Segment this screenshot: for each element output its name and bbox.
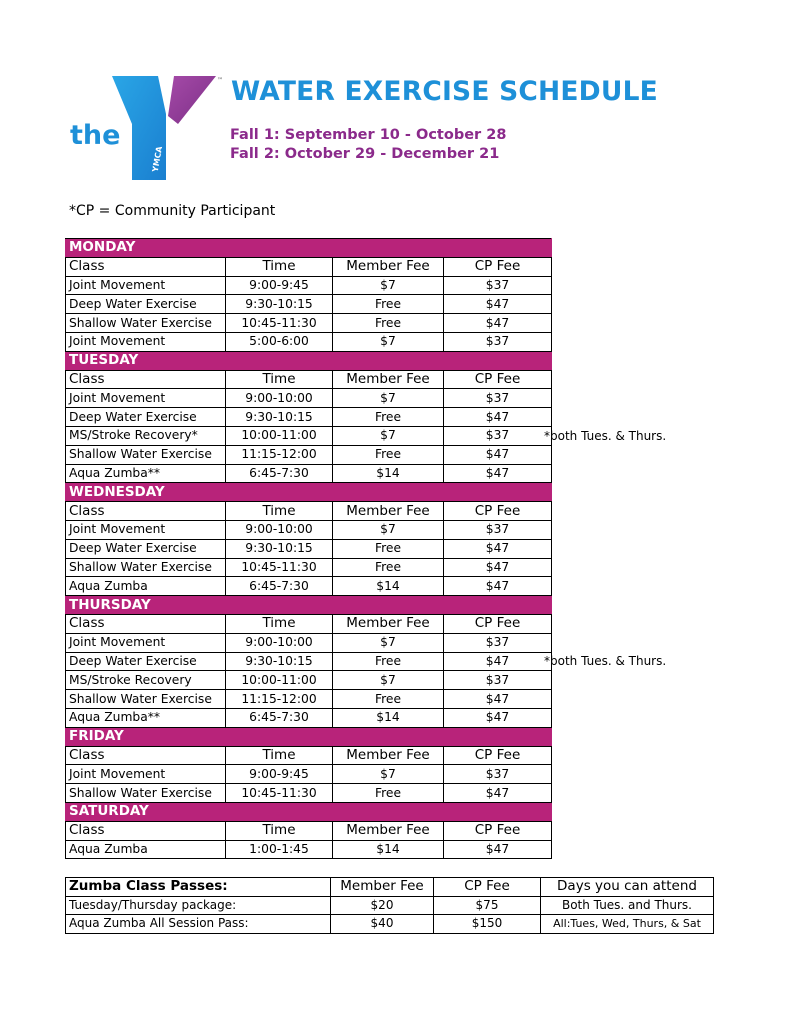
cp-fee: $47 — [444, 577, 552, 596]
member-fee: Free — [333, 445, 444, 464]
class-name: Shallow Water Exercise — [66, 558, 226, 577]
class-time: 9:00-10:00 — [226, 389, 333, 408]
header-class: Class — [66, 821, 226, 840]
class-name: Aqua Zumba — [66, 840, 226, 859]
table-row — [66, 332, 552, 351]
class-time: 10:45-11:30 — [226, 784, 333, 803]
cp-fee: $47 — [444, 708, 552, 727]
class-name: Deep Water Exercise — [66, 295, 226, 314]
day-name: SATURDAY — [66, 802, 552, 821]
class-name: Joint Movement — [66, 633, 226, 652]
class-name: Deep Water Exercise — [66, 539, 226, 558]
column-header-row — [66, 257, 552, 276]
class-name: Shallow Water Exercise — [66, 784, 226, 803]
table-row — [66, 840, 552, 859]
passes-header-days: Days you can attend — [541, 878, 714, 897]
class-time: 11:15-12:00 — [226, 445, 333, 464]
member-fee: Free — [333, 295, 444, 314]
table-row — [66, 539, 552, 558]
member-fee: $7 — [333, 520, 444, 539]
zumba-passes-table — [65, 877, 714, 934]
class-time: 10:45-11:30 — [226, 314, 333, 333]
column-header-row — [66, 502, 552, 521]
class-name: Joint Movement — [66, 765, 226, 784]
class-time: 6:45-7:30 — [226, 708, 333, 727]
session-1-dates: Fall 1: September 10 - October 28 — [230, 127, 507, 143]
header-time: Time — [226, 821, 333, 840]
cp-fee: $37 — [444, 520, 552, 539]
member-fee: $14 — [333, 464, 444, 483]
member-fee: $7 — [333, 671, 444, 690]
day-name: WEDNESDAY — [66, 483, 552, 502]
table-row — [66, 784, 552, 803]
table-row — [66, 314, 552, 333]
class-time: 9:00-10:00 — [226, 633, 333, 652]
header-member-fee: Member Fee — [333, 502, 444, 521]
cp-fee: $37 — [444, 426, 552, 445]
class-name: Shallow Water Exercise — [66, 690, 226, 709]
pass-cp-fee: $150 — [434, 915, 541, 934]
header-time: Time — [226, 370, 333, 389]
passes-header-row — [66, 878, 714, 897]
class-time: 9:30-10:15 — [226, 539, 333, 558]
cp-fee: $47 — [444, 295, 552, 314]
header-class: Class — [66, 370, 226, 389]
cp-fee: $47 — [444, 784, 552, 803]
class-name: Shallow Water Exercise — [66, 445, 226, 464]
thursday-side-note: *both Tues. & Thurs. — [544, 654, 667, 668]
table-row — [66, 765, 552, 784]
header-member-fee: Member Fee — [333, 821, 444, 840]
pass-member-fee: $20 — [331, 896, 434, 915]
member-fee: $7 — [333, 389, 444, 408]
cp-fee: $37 — [444, 765, 552, 784]
pass-name: Tuesday/Thursday package: — [66, 896, 331, 915]
class-name: Deep Water Exercise — [66, 652, 226, 671]
member-fee: $14 — [333, 840, 444, 859]
class-name: Aqua Zumba** — [66, 464, 226, 483]
class-name: Aqua Zumba — [66, 577, 226, 596]
pass-days: Both Tues. and Thurs. — [541, 896, 714, 915]
class-name: MS/Stroke Recovery — [66, 671, 226, 690]
table-row — [66, 295, 552, 314]
class-name: Aqua Zumba** — [66, 708, 226, 727]
class-time: 9:00-10:00 — [226, 520, 333, 539]
cp-fee: $47 — [444, 464, 552, 483]
member-fee: $7 — [333, 332, 444, 351]
table-row — [66, 426, 552, 445]
member-fee: Free — [333, 408, 444, 427]
class-name: Shallow Water Exercise — [66, 314, 226, 333]
table-row — [66, 558, 552, 577]
cp-fee: $37 — [444, 633, 552, 652]
column-header-row — [66, 370, 552, 389]
day-name: TUESDAY — [66, 351, 552, 370]
column-header-row — [66, 821, 552, 840]
pass-cp-fee: $75 — [434, 896, 541, 915]
passes-header-cp-fee: CP Fee — [434, 878, 541, 897]
day-header-saturday — [66, 802, 552, 821]
cp-fee: $47 — [444, 652, 552, 671]
day-header-tuesday — [66, 351, 552, 370]
class-name: MS/Stroke Recovery* — [66, 426, 226, 445]
table-row — [66, 445, 552, 464]
cp-fee: $37 — [444, 671, 552, 690]
column-header-row — [66, 614, 552, 633]
day-header-wednesday — [66, 483, 552, 502]
member-fee: $7 — [333, 765, 444, 784]
header-member-fee: Member Fee — [333, 746, 444, 765]
pass-member-fee: $40 — [331, 915, 434, 934]
class-name: Joint Movement — [66, 520, 226, 539]
passes-row — [66, 896, 714, 915]
member-fee: Free — [333, 784, 444, 803]
member-fee: $7 — [333, 276, 444, 295]
tuesday-side-note: *both Tues. & Thurs. — [544, 429, 667, 443]
class-time: 10:00-11:00 — [226, 426, 333, 445]
column-header-row — [66, 746, 552, 765]
day-name: MONDAY — [66, 239, 552, 258]
cp-fee: $47 — [444, 539, 552, 558]
logo-ymca-text: YMCA — [150, 145, 165, 173]
class-name: Joint Movement — [66, 389, 226, 408]
cp-fee: $47 — [444, 445, 552, 464]
cp-fee: $47 — [444, 408, 552, 427]
member-fee: Free — [333, 558, 444, 577]
svg-text:™: ™ — [217, 77, 223, 84]
header-cp-fee: CP Fee — [444, 257, 552, 276]
class-time: 5:00-6:00 — [226, 332, 333, 351]
table-row — [66, 652, 552, 671]
header-class: Class — [66, 614, 226, 633]
member-fee: Free — [333, 314, 444, 333]
passes-header-member-fee: Member Fee — [331, 878, 434, 897]
header-member-fee: Member Fee — [333, 614, 444, 633]
class-time: 9:30-10:15 — [226, 295, 333, 314]
class-time: 9:30-10:15 — [226, 652, 333, 671]
pass-name: Aqua Zumba All Session Pass: — [66, 915, 331, 934]
table-row — [66, 276, 552, 295]
ymca-logo — [70, 74, 230, 182]
table-row — [66, 633, 552, 652]
class-name: Joint Movement — [66, 276, 226, 295]
schedule-table — [65, 238, 552, 859]
class-name: Deep Water Exercise — [66, 408, 226, 427]
logo-the-text: the — [70, 120, 121, 151]
header-time: Time — [226, 257, 333, 276]
cp-fee: $37 — [444, 389, 552, 408]
header-time: Time — [226, 746, 333, 765]
day-name: THURSDAY — [66, 596, 552, 615]
member-fee: Free — [333, 539, 444, 558]
header-cp-fee: CP Fee — [444, 370, 552, 389]
member-fee: Free — [333, 690, 444, 709]
class-name: Joint Movement — [66, 332, 226, 351]
member-fee: Free — [333, 652, 444, 671]
header-cp-fee: CP Fee — [444, 746, 552, 765]
member-fee: $14 — [333, 577, 444, 596]
class-time: 10:45-11:30 — [226, 558, 333, 577]
day-header-friday — [66, 727, 552, 746]
class-time: 1:00-1:45 — [226, 840, 333, 859]
class-time: 10:00-11:00 — [226, 671, 333, 690]
header-cp-fee: CP Fee — [444, 614, 552, 633]
day-header-thursday — [66, 596, 552, 615]
class-time: 11:15-12:00 — [226, 690, 333, 709]
cp-note: *CP = Community Participant — [69, 203, 276, 219]
passes-header-title: Zumba Class Passes: — [66, 878, 331, 897]
class-time: 6:45-7:30 — [226, 577, 333, 596]
member-fee: $7 — [333, 426, 444, 445]
header-cp-fee: CP Fee — [444, 502, 552, 521]
class-time: 6:45-7:30 — [226, 464, 333, 483]
day-name: FRIDAY — [66, 727, 552, 746]
table-row — [66, 690, 552, 709]
cp-fee: $37 — [444, 332, 552, 351]
header-class: Class — [66, 257, 226, 276]
header-member-fee: Member Fee — [333, 370, 444, 389]
table-row — [66, 389, 552, 408]
page-title: WATER EXERCISE SCHEDULE — [231, 76, 658, 107]
cp-fee: $47 — [444, 314, 552, 333]
header-class: Class — [66, 746, 226, 765]
session-2-dates: Fall 2: October 29 - December 21 — [230, 146, 500, 162]
table-row — [66, 671, 552, 690]
passes-row — [66, 915, 714, 934]
day-header-monday — [66, 239, 552, 258]
header-cp-fee: CP Fee — [444, 821, 552, 840]
header-class: Class — [66, 502, 226, 521]
table-row — [66, 408, 552, 427]
table-row — [66, 464, 552, 483]
class-time: 9:00-9:45 — [226, 765, 333, 784]
header-member-fee: Member Fee — [333, 257, 444, 276]
cp-fee: $37 — [444, 276, 552, 295]
pass-days: All:Tues, Wed, Thurs, & Sat — [541, 915, 714, 934]
table-row — [66, 520, 552, 539]
member-fee: $7 — [333, 633, 444, 652]
cp-fee: $47 — [444, 690, 552, 709]
table-row — [66, 708, 552, 727]
member-fee: $14 — [333, 708, 444, 727]
header-time: Time — [226, 502, 333, 521]
cp-fee: $47 — [444, 840, 552, 859]
cp-fee: $47 — [444, 558, 552, 577]
header-time: Time — [226, 614, 333, 633]
table-row — [66, 577, 552, 596]
class-time: 9:30-10:15 — [226, 408, 333, 427]
class-time: 9:00-9:45 — [226, 276, 333, 295]
